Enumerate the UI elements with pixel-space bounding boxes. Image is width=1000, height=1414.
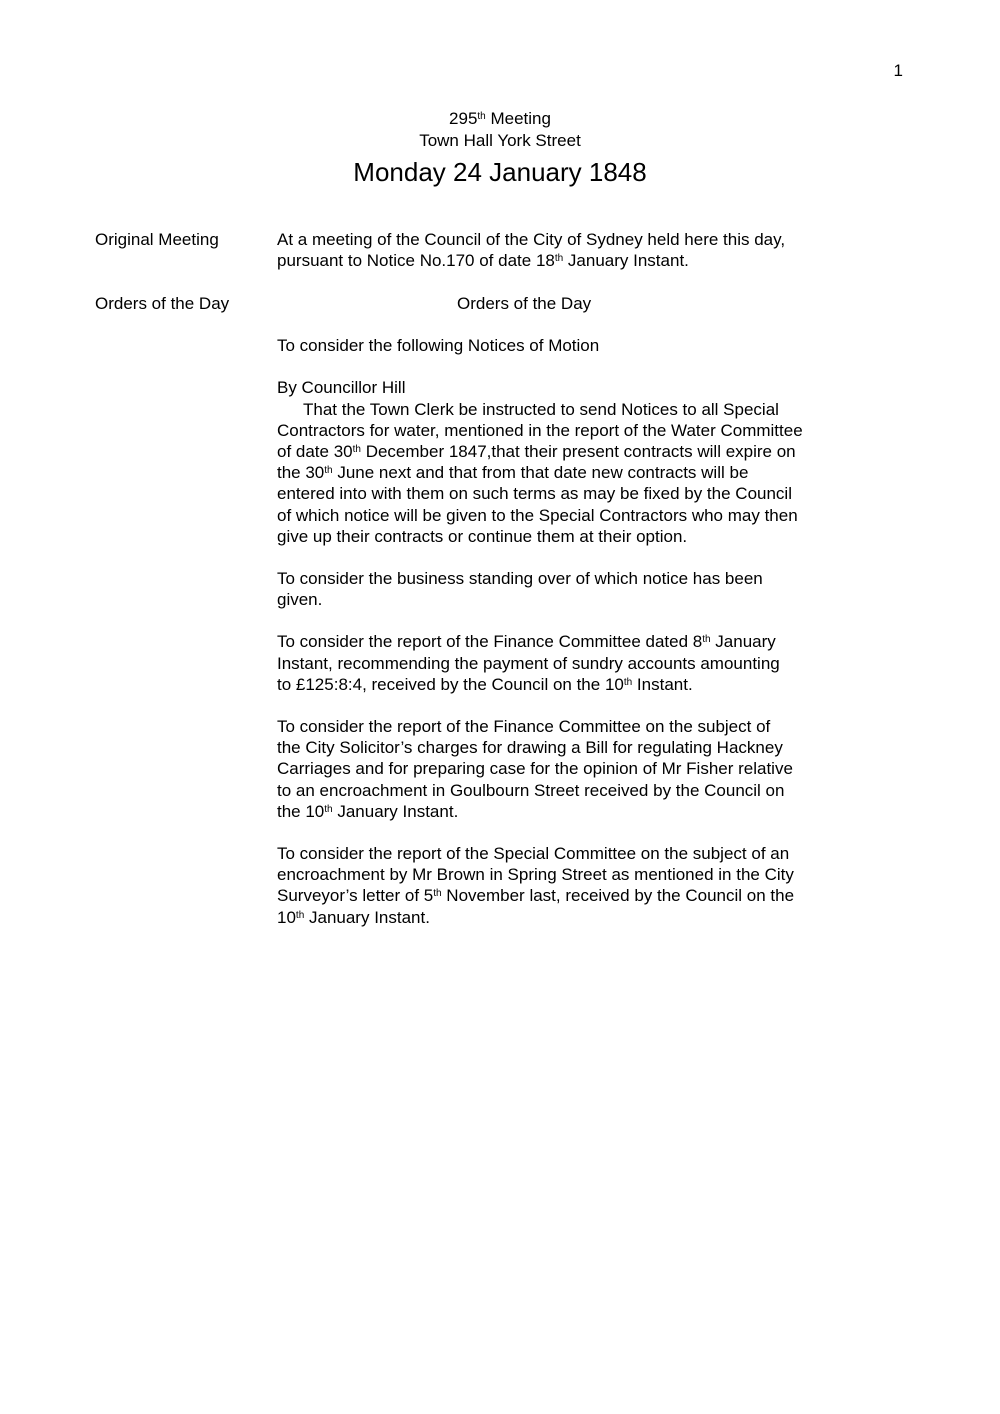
document-header — [0, 108, 1000, 189]
page-number: 1 — [893, 61, 903, 80]
orders-heading: Orders of the Day — [457, 294, 592, 313]
notices-intro: To consider the following Notices of Motion — [277, 336, 600, 356]
business-standing-over: To consider the business standing over of which notice has been given. — [277, 569, 763, 610]
finance-report-accounts: To consider the report of the Finance Committee dated 8th January Instant, recommending the payment of sundry accounts amounting to £125:8:4, received by the Council on the 10th Instant. — [277, 632, 780, 694]
margin-label-orders: Orders of the Day — [95, 294, 230, 313]
orders-body — [277, 293, 867, 928]
meeting-venue: Town Hall York Street — [419, 131, 581, 150]
finance-report-solicitor: To consider the report of the Finance Committee on the subject of the City Solicitor’s charges for drawing a Bill for regulating Hackney Carriages and for preparing case for the opinion of Mr Fisher relative to an encroachment in Goulbourn Street received by the Council on the 10th January Instant. — [277, 717, 793, 821]
special-committee-report: To consider the report of the Special Committee on the subject of an encroachment by Mr Brown in Spring Street as mentioned in the City Surveyor’s letter of 5th November last, received by the Council on the 10th January Instant. — [277, 844, 795, 927]
margin-label-original-meeting: Original Meeting — [95, 230, 219, 249]
councillor-hill-motion: By Councillor Hill That the Town Clerk be instructed to send Notices to all Special Contractors for water, mentioned in the report of the Water Committee of date 30th December 1847,that their present contracts will expire on the 30th June next and that from that date new contracts will be entered into with them on such terms as may be fixed by the Council of which notice will be given to the Special Contractors who may then give up their contracts or continue them at their option. — [277, 378, 803, 546]
meeting-number: 295th Meeting — [449, 109, 551, 128]
original-meeting-text: At a meeting of the Council of the City of Sydney held here this day, pursuant to Notice No.170 of date 18th January Instant. — [277, 230, 786, 271]
meeting-date: Monday 24 January 1848 — [353, 157, 647, 187]
